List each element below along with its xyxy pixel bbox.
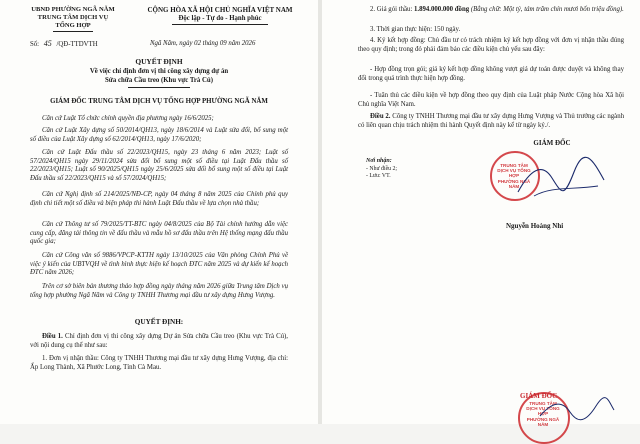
seal-bottom-line2: DỊCH VỤ TỔNG HỢP xyxy=(526,406,560,417)
basis-2: Căn cứ Luật Xây dựng số 50/2014/QH13, ngày 18/6/2014 và Luật sửa đổi, bổ sung một số điều của Luật Xây dựng số 62/2014/QH13, ngày 17/6/2020; xyxy=(30,127,288,143)
seal-text-line1: TRUNG TÂM xyxy=(500,163,528,168)
article-2-label: Điều 2. xyxy=(370,113,391,120)
document-subject-line2: Sửa chữa Cầu treo (Khu vực Trà Cú) xyxy=(105,77,213,84)
basis-3: Căn cứ Luật Đấu thầu số 22/2023/QH15, ngày 23 tháng 6 năm 2023; Luật số 57/2024/QH15 ngày 29/11/2024 sửa đổi bổ sung một số điều tại Luật Đấu thầu số 22/2023/QH15; Luật số 90/2025/QH15 ngày 25/6/2025 sửa đổi bổ sung một số điều tại Luật Đấu thầu số 22/2023/QH15 và số 57/2024/QH15; xyxy=(30,149,288,183)
article-1-text: Chỉ định đơn vị thi công xây dựng Dự án Sửa chữa Cầu treo (Khu vực Trà Cú), với nội dung cụ thể như sau: xyxy=(30,333,288,349)
contract-price-amount: 1.894.000.000 đồng xyxy=(414,6,470,13)
org-name-line3: TỔNG HỢP xyxy=(55,22,91,29)
document-title: QUYẾT ĐỊNH xyxy=(135,57,183,66)
recipient-2: - Lưu: VT. xyxy=(366,173,391,179)
motto-underline xyxy=(172,24,268,25)
seal-text-line2: DỊCH VỤ TỔNG HỢP xyxy=(497,168,531,179)
article-2-text: Công ty TNHH Thương mại đầu tư xây dựng Hưng Vượng và Thủ trưởng các ngành có liên quan chịu trách nhiệm thi hành Quyết định này kể từ ngày ký./. xyxy=(358,113,624,129)
contract-price-label: 2. Giá gói thầu: xyxy=(370,6,413,13)
basis-4: Căn cứ Nghị định số 214/2025/NĐ-CP, ngày 04 tháng 8 năm 2025 của Chính phủ quy định chi tiết một số điều và biện pháp thi hành Luật Đấu thầu về lựa chọn nhà thầu; xyxy=(30,191,288,207)
org-underline xyxy=(53,31,93,32)
article-1-item-3: 3. Thời gian thực hiện: 150 ngày. xyxy=(370,26,461,33)
article-1-label: Điều 1. xyxy=(42,333,63,340)
article-1 xyxy=(30,333,288,350)
article-1-item-1: 1. Đơn vị nhận thầu: Công ty TNHH Thương mại đầu tư xây dựng Hưng Vượng, địa chỉ: Ấp Long Thành, Xã Phước Long, Tỉnh Cà Mau. xyxy=(30,355,288,371)
signature-top xyxy=(512,150,612,210)
national-motto: Độc lập - Tự do - Hạnh phúc xyxy=(178,15,262,22)
basis-6: Căn cứ Công văn số 9886/VPCP-KTTH ngày 13/10/2025 của Văn phòng Chính Phủ về việc ý kiến của UBTVQH về tình hình thực hiện kế hoạch ĐTC năm 2025 và dự kiến kế hoạch ĐTC năm 2026; xyxy=(30,252,288,277)
recipient-1: - Như điều 2; xyxy=(366,166,397,172)
place-and-date: Ngã Năm, ngày 02 tháng 09 năm 2026 xyxy=(150,40,256,47)
org-name-line2: TRUNG TÂM DỊCH VỤ xyxy=(37,14,109,21)
article-1-bullet-2: - Tuân thủ các điều kiện về hợp đồng theo quy định của Luật pháp Nước Cộng hòa Xã hội Chủ nghĩa Việt Nam. xyxy=(358,92,624,108)
signature-bottom xyxy=(536,396,616,424)
document-number-suffix: /QĐ-TTDVTH xyxy=(56,41,98,48)
document-number xyxy=(30,40,98,50)
document-page-left xyxy=(0,0,318,424)
subject-underline xyxy=(128,87,190,88)
decision-heading: QUYẾT ĐỊNH: xyxy=(134,318,184,326)
contract-price-words: (Bằng chữ: Một tỷ, tám trăm chín mươi bốn triệu đồng). xyxy=(470,6,624,13)
article-1-item-2 xyxy=(358,6,624,15)
basis-7: Trên cơ sở biên bản thương thảo hợp đồng ngày tháng năm 2026 giữa Trung tâm Dịch vụ tổng hợp phường Ngã Năm và Công ty TNHH Thương mại đầu tư xây dựng Hưng Vượng. xyxy=(30,283,288,299)
document-number-value: 45 xyxy=(43,39,52,48)
basis-5: Căn cứ Thông tư số 79/2025/TT-BTC ngày 04/8/2025 của Bộ Tài chính hướng dẫn việc cung cấp, đăng tải thông tin về đấu thầu và mẫu hồ sơ đấu thầu trên Hệ thống mạng đấu thầu quốc gia; xyxy=(30,221,288,246)
article-2 xyxy=(358,113,624,130)
seal-bottom-title: GIÁM ĐỐC xyxy=(520,392,558,400)
org-name-line1: UBND PHƯỜNG NGÃ NĂM xyxy=(31,6,115,13)
seal-bottom-line1: TRUNG TÂM xyxy=(529,401,557,406)
seal-text-line3: PHƯỜNG NGÃ NĂM xyxy=(497,178,531,189)
signer-title: GIÁM ĐỐC xyxy=(533,139,571,147)
basis-1: Căn cứ Luật Tổ chức chính quyền địa phương ngày 16/6/2025; xyxy=(42,115,214,122)
signer-name: Nguyễn Hoàng Nhi xyxy=(506,222,564,230)
recipients-title: Nơi nhận: xyxy=(366,158,392,164)
seal-bottom-line3: PHƯỜNG NGÃ NĂM xyxy=(526,416,560,427)
issuing-authority: GIÁM ĐỐC TRUNG TÂM DỊCH VỤ TỔNG HỢP PHƯỜNG NGÃ NĂM xyxy=(50,98,268,105)
document-page-right xyxy=(322,0,640,427)
document-subject-line1: Về việc chỉ định đơn vị thi công xây dựng dự án xyxy=(89,68,229,75)
document-number-prefix: Số: xyxy=(30,41,40,48)
article-1-bullet-1: - Hợp đồng trọn gói; giá ký kết hợp đồng không vượt giá dự toán được duyệt và không thay đổi trong quá trình thực hiện hợp đồng. xyxy=(358,66,624,82)
article-1-item-4: 4. Ký kết hợp đồng: Chủ đầu tư có trách nhiệm ký kết hợp đồng với đơn vị nhận thầu đúng theo quy định; trong đó phải đảm bảo các điều kiện chủ yếu sau đây: xyxy=(358,37,624,53)
country-name: CỘNG HÒA XÃ HỘI CHỦ NGHĨA VIỆT NAM xyxy=(147,6,293,14)
